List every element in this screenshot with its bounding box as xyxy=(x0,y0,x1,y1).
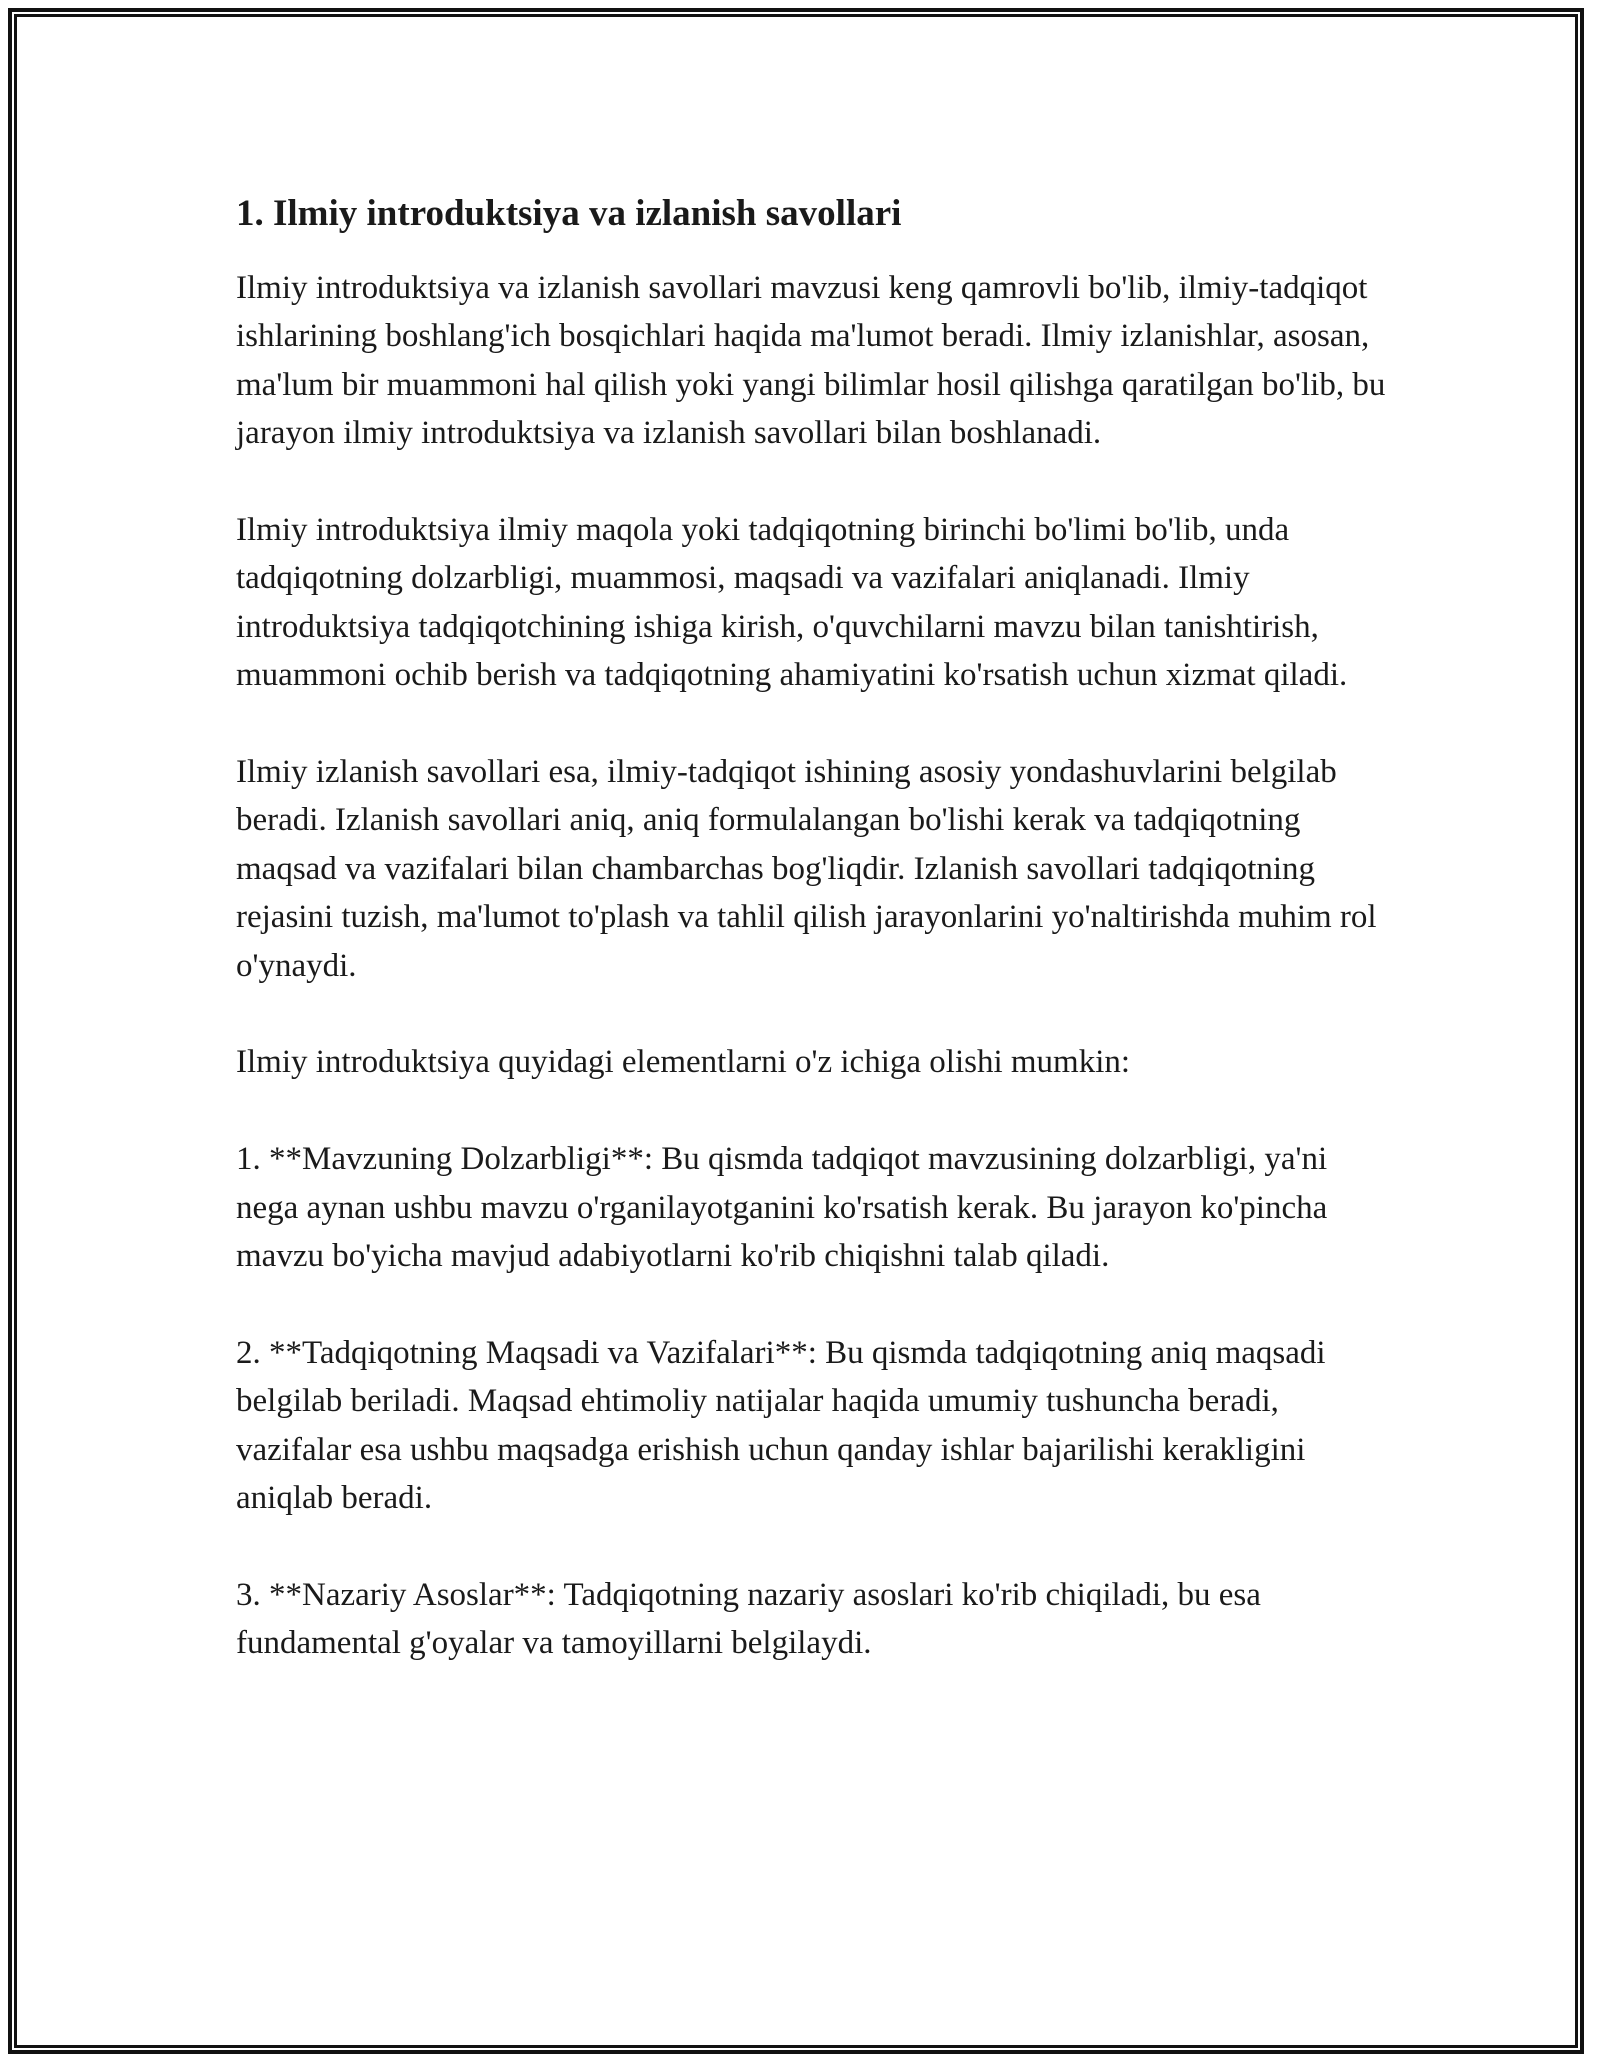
list-item-goals-tasks: 2. **Tadqiqotning Maqsadi va Vazifalari**: Bu qismda tadqiqotning aniq maqsadi belgilab beriladi. Maqsad ehtimoliy natijalar haqida umumiy tushuncha beradi, vazifalar esa ushbu maqsadga erishish uchun qanday ishlar bajarilishi kerakligini aniqlab beradi. xyxy=(236,1334,1326,1517)
section-heading: 1. Ilmiy introduktsiya va izlanish savollari xyxy=(236,193,902,234)
list-item-relevance: 1. **Mavzuning Dolzarbligi**: Bu qismda tadqiqot mavzusining dolzarbligi, ya'ni nega aynan ushbu mavzu o'rganilayotganini ko'rsatish kerak. Bu jarayon ko'pincha mavzu bo'yicha mavjud adabiyotlarni ko'rib chiqishni talab qiladi. xyxy=(236,1141,1328,1275)
paragraph-elements-lead: Ilmiy introduktsiya quyidagi elementlarni o'z ichiga olishi mumkin: xyxy=(236,1044,1131,1081)
paragraph-research-questions: Ilmiy izlanish savollari esa, ilmiy-tadqiqot ishining asosiy yondashuvlarini belgilab beradi. Izlanish savollari aniq, aniq formulalangan bo'lishi kerak va tadqiqotning maqsad va vazifalari bilan chambarchas bog'liqdir. Izlanish savollari tadqiqotning rejasini tuzish, ma'lumot to'plash va tahlil qilish jarayonlarini yo'naltirishda muhim rol o'ynaydi. xyxy=(236,754,1377,984)
list-item-theoretical-basis: 3. **Nazariy Asoslar**: Tadqiqotning nazariy asoslari ko'rib chiqiladi, bu esa fundamental g'oyalar va tamoyillarni belgilaydi. xyxy=(236,1576,1261,1662)
document-body xyxy=(236,190,1386,1668)
paragraph-intro: Ilmiy introduktsiya va izlanish savollari mavzusi keng qamrovli bo'lib, ilmiy-tadqiqot ishlarining boshlang'ich bosqichlari haqida ma'lumot beradi. Ilmiy izlanishlar, asosan, ma'lum bir muammoni hal qilish yoki yangi bilimlar hosil qilishga qaratilgan bo'lib, bu jarayon ilmiy introduktsiya va izlanish savollari bilan boshlanadi. xyxy=(236,270,1386,452)
paragraph-introduction-definition: Ilmiy introduktsiya ilmiy maqola yoki tadqiqotning birinchi bo'limi bo'lib, unda tadqiqotning dolzarbligi, muammosi, maqsadi va vazifalari aniqlanadi. Ilmiy introduktsiya tadqiqotchining ishiga kirish, o'quvchilarni mavzu bilan tanishtirish, muammoni ochib berish va tadqiqotning ahamiyatini ko'rsatish uchun xizmat qiladi. xyxy=(236,512,1348,694)
